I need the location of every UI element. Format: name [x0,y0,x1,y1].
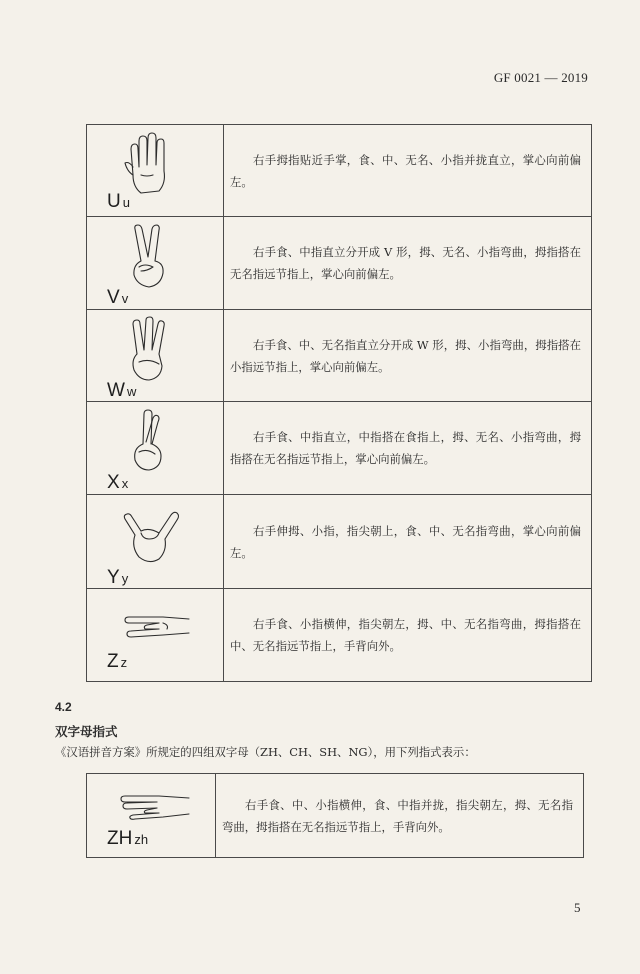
description-cell: 右手食、中、无名指直立分开成 W 形，拇、小指弯曲，拇指搭在小指远节指上，掌心向前偏左。 [224,310,592,402]
hand-y-icon [119,505,185,567]
hand-image-cell [87,310,224,402]
hand-u-icon [119,131,179,197]
hand-image-cell [87,774,216,858]
hand-z-icon [119,603,191,643]
letter-label: ZH zh [107,828,149,849]
hand-zh-icon [117,786,191,822]
hand-image-cell [87,495,224,589]
table-row [87,217,592,310]
description-cell: 右手伸拇、小指，指尖朝上，食、中、无名指弯曲，掌心向前偏左。 [224,495,592,589]
letter-label: W w [107,380,137,401]
letter-label: Z z [107,651,128,672]
hand-image-cell [87,589,224,682]
hand-x-icon [119,408,179,476]
table-row [87,495,592,589]
hand-image-cell [87,217,224,310]
section-title: 双字母指式 [55,725,118,739]
section-number: 4.2 [55,700,72,714]
double-letter-table [86,773,584,858]
description-cell: 右手拇指贴近手掌，食、中、无名、小指并拢直立，掌心向前偏左。 [224,125,592,217]
description-cell: 右手食、中指直立分开成 V 形，拇、无名、小指弯曲，拇指搭在无名指远节指上，掌心向前偏左。 [224,217,592,310]
hand-image-cell [87,402,224,495]
letter-label: Y y [107,567,129,588]
hand-w-icon [119,316,179,384]
letter-label: U u [107,191,130,212]
description-cell: 右手食、小指横伸，指尖朝左，拇、中、无名指弯曲，拇指搭在中、无名指远节指上，手背向外。 [224,589,592,682]
section-intro: 《汉语拼音方案》所规定的四组双字母（ZH、CH、SH、NG），用下列指式表示： [55,745,476,759]
table-row [87,310,592,402]
table-row [87,589,592,682]
letter-label: X x [107,472,129,493]
fingerspelling-table [86,124,592,682]
table-row [87,402,592,495]
hand-v-icon [119,223,179,291]
letter-label: V v [107,287,129,308]
hand-image-cell [87,125,224,217]
description-cell: 右手食、中、小指横伸，食、中指并拢，指尖朝左，拇、无名指弯曲，拇指搭在无名指远节指上，手背向外。 [216,774,584,858]
description-cell: 右手食、中指直立，中指搭在食指上，拇、无名、小指弯曲，拇指搭在无名指远节指上，掌心向前偏左。 [224,402,592,495]
table-row [87,125,592,217]
page-number: 5 [574,900,581,915]
table-row [87,774,584,858]
document-code: GF 0021 — 2019 [493,70,588,85]
